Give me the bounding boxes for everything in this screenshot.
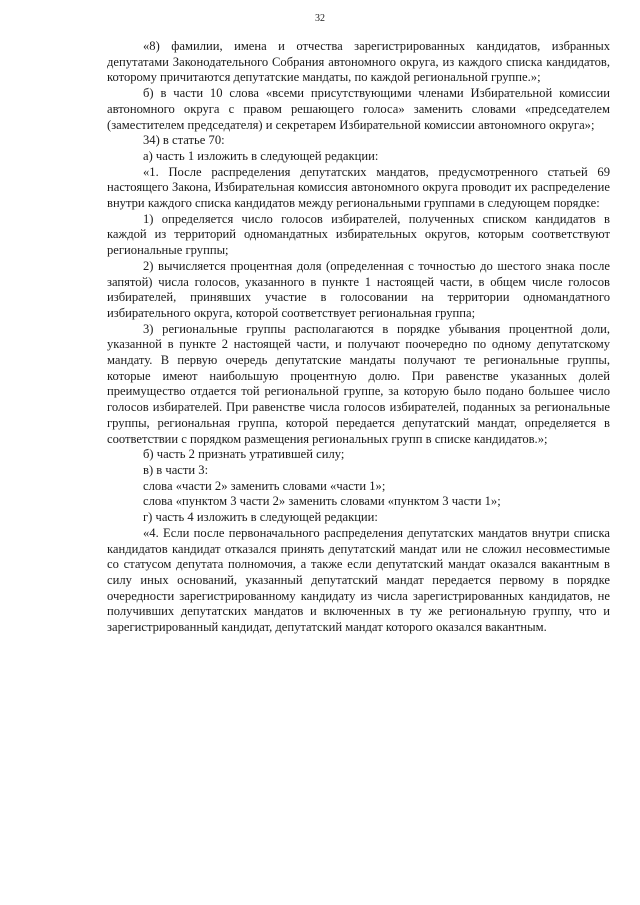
paragraph-subpoint-v: в) в части 3: — [143, 462, 209, 477]
paragraph-subpoint-a: а) часть 1 изложить в следующей редакции: — [143, 148, 379, 163]
document-body — [107, 39, 610, 636]
paragraph-point-34: 34) в статье 70: — [143, 133, 225, 148]
paragraph-item-8: «8) фамилии, имена и отчества зарегистрированных кандидатов, избранных депутатами Законодательного Собрания автономного округа, из каждого списка кандидатов, которому причитаются депутатские мандаты, по каждой региональной группе.»; — [107, 39, 610, 85]
paragraph-words-part-2: слова «части 2» заменить словами «части 1»; — [143, 478, 386, 493]
paragraph-subpoint-g: г) часть 4 изложить в следующей редакции: — [143, 510, 378, 525]
page-number: 32 — [315, 13, 325, 24]
paragraph-item-2: 2) вычисляется процентная доля (определенная с точностью до шестого знака после запятой) числа голосов, указанного в пункте 1 настоящей части, в общем числе голосов избирателей, принявших участие в голосовании на территории одномандатного избирательного округа, которой соответствует региональная группа; — [107, 258, 610, 320]
paragraph-part-10: б) в части 10 слова «всеми присутствующими членами Избирательной комиссии автономного округа с правом решающего голоса» заменить словами «председателем (заместителем председателя) и секретарем Избирательной комиссии автономного округа»; — [107, 86, 610, 132]
paragraph-part-1: «1. После распределения депутатских мандатов, предусмотренного статьей 69 настоящего Закона, Избирательная комиссия автономного округа проводит их распределение внутри каждого списка кандидатов между региональными группами в следующем порядке: — [107, 164, 610, 211]
paragraph-subpoint-b: б) часть 2 признать утратившей силу; — [143, 447, 345, 462]
paragraph-item-1: 1) определяется число голосов избирателей, полученных списком кандидатов в каждой из территорий одномандатных избирательных округов, которым соответствуют региональные группы; — [107, 211, 610, 258]
paragraph-item-3: 3) региональные группы располагаются в порядке убывания процентной доли, указанной в пункте 2 настоящей части, и получают поочередно по одному депутатскому мандату. В первую очередь депутатские мандаты получают те региональные группы, которые имеют наибольшую процентную долю. При равенстве указанных долей преимущество отдается той региональной группе, за которую было подано большее число голосов избирателей. При равенстве числа голосов избирателей, поданных за региональные группы, региональная группа, которой передается депутатский мандат, определяется в соответствии с порядком размещения региональных групп в списке кандидатов.»; — [107, 321, 610, 446]
paragraph-words-point-3: слова «пунктом 3 части 2» заменить словами «пунктом 3 части 1»; — [143, 494, 501, 509]
paragraph-part-4: «4. Если после первоначального распределения депутатских мандатов внутри списка кандидатов кандидат отказался принять депутатский мандат или не сложил несовместимые со статусом депутата полномочия, а также если депутатский мандат оказался вакантным в силу иных оснований, указанный депутатский мандат передается первому в порядке очередности зарегистрированному кандидату из числа зарегистрированных кандидатов, не получивших депутатских мандатов и включенных в ту же региональную группу, что и зарегистрированный кандидат, депутатский мандат которого оказался вакантным. — [107, 525, 610, 635]
